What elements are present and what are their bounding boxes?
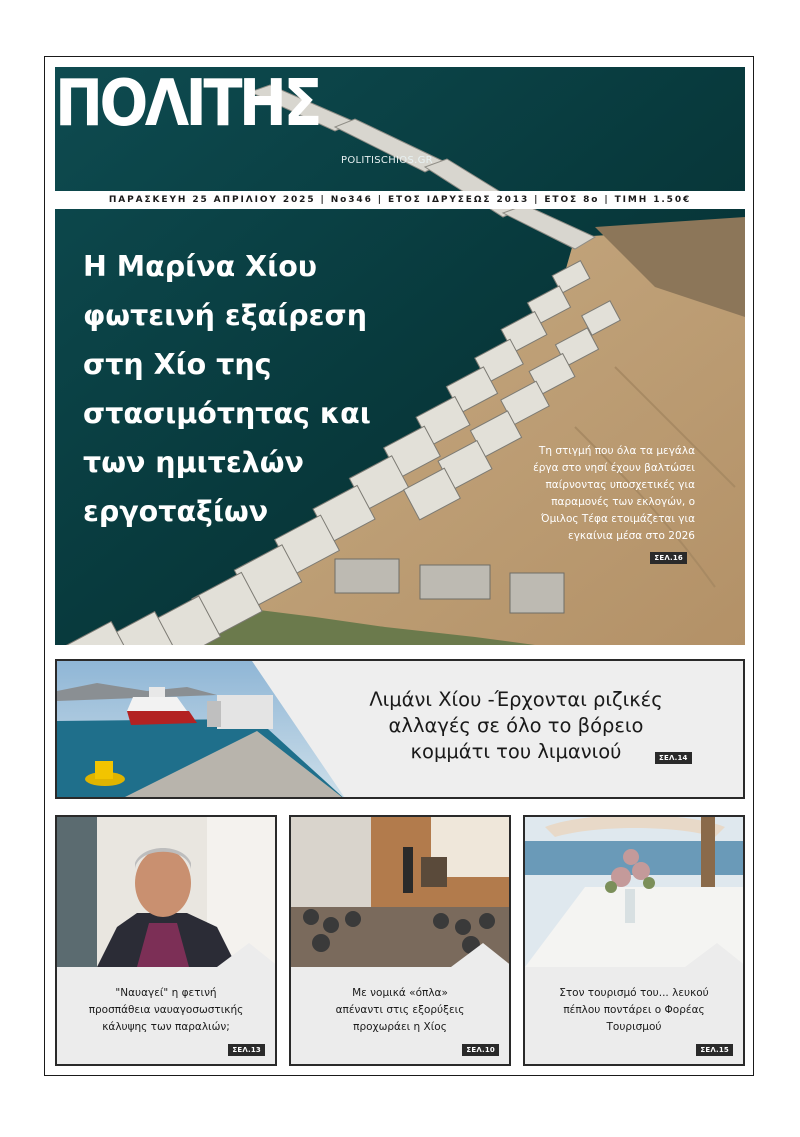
official-portrait-photo bbox=[57, 817, 277, 967]
card-wedding-tourism-title: Στον τουρισμό του... λευκού πέπλου ποντάρει ο Φορέας Τουρισμού bbox=[559, 987, 709, 1033]
issue-dateline: ΠΑΡΑΣΚΕΥΗ 25 ΑΠΡΙΛΙΟΥ 2025 | Νο346 | ΕΤΟΣ ΙΔΡΥΣΕΩΣ 2013 | ΕΤΟΣ 8ο | ΤΙΜΗ 1.50€ bbox=[55, 191, 745, 209]
lead-page-ref[interactable]: ΣΕΛ.16 bbox=[650, 552, 687, 564]
meeting-room-photo bbox=[291, 817, 511, 967]
card-lifeguard-title: "Ναυαγεί" η φετινή προσπάθεια ναυαγοσωστικής κάλυψης των παραλιών; bbox=[88, 987, 244, 1033]
second-story-headline[interactable]: Λιμάνι Χίου -Έρχονται ριζικές αλλαγές σε όλο το βόρειο κομμάτι του λιμανιού bbox=[369, 688, 663, 763]
politis-logo bbox=[55, 67, 325, 133]
wedding-table-photo bbox=[525, 817, 745, 967]
port-photo bbox=[57, 661, 347, 799]
card-drilling[interactable] bbox=[289, 815, 511, 1066]
card-drilling-page-ref[interactable]: ΣΕΛ.10 bbox=[462, 1044, 499, 1056]
front-page bbox=[44, 56, 754, 1076]
lead-story[interactable] bbox=[55, 67, 745, 645]
card-wedding-tourism-page-ref[interactable]: ΣΕΛ.15 bbox=[696, 1044, 733, 1056]
card-lifeguard-page-ref[interactable]: ΣΕΛ.13 bbox=[228, 1044, 265, 1056]
masthead-site[interactable]: POLITISCHIOS.GR bbox=[341, 155, 433, 166]
second-story[interactable] bbox=[55, 659, 745, 799]
second-story-page-ref[interactable]: ΣΕΛ.14 bbox=[655, 752, 692, 764]
card-drilling-title: Με νομικά «όπλα» απέναντι στις εξορύξεις προχωράει η Χίος bbox=[335, 987, 465, 1033]
logo-wordmark: ΠΟΛΙΤΗΣ bbox=[55, 67, 320, 133]
card-wedding-tourism[interactable] bbox=[523, 815, 745, 1066]
lead-headline[interactable]: Η Μαρίνα Χίου φωτεινή εξαίρεση στη Χίο της στασιμότητας και των ημιτελών εργοταξίων bbox=[83, 250, 371, 528]
card-lifeguard[interactable] bbox=[55, 815, 277, 1066]
lead-summary: Τη στιγμή που όλα τα μεγάλα έργα στο νησί έχουν βαλτώσει παίρνοντας υποσχετικές για παραμονές των εκλογών, ο Όμιλος Τέφα ετοιμάζεται για εγκαίνια μέσα στο 2026 bbox=[533, 445, 695, 542]
